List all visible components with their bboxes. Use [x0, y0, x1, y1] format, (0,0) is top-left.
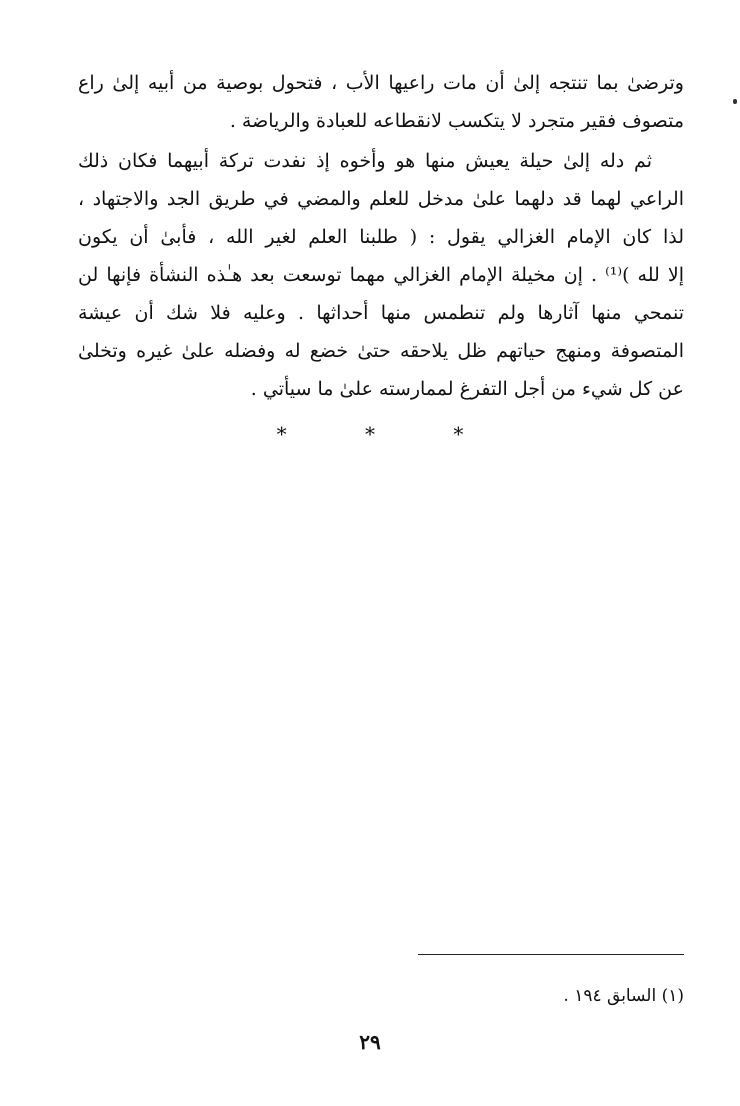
- paragraph-2-line-2: الراعي لهما قد دلهما علىٰ مدخل للعلم والمضي في طريق الجد والاجتهاد ،: [78, 188, 684, 210]
- paragraph-2-line-4: إلا لله )⁽¹⁾ . إن مخيلة الإمام الغزالي مهما توسعت بعد هـٰذه النشأة فإنها لن: [78, 264, 684, 286]
- paragraph-2-line-3: لذا كان الإمام الغزالي يقول : ( طلبنا العلم لغير الله ، فأبىٰ أن يكون: [78, 226, 684, 248]
- paragraph-2-line-7: عن كل شيء من أجل التفرغ لممارسته علىٰ ما سيأتي .: [250, 378, 684, 400]
- paragraph-2-line-1: ثم دله إلىٰ حيلة يعيش منها هو وأخوه إذ نفدت تركة أبيهما فكان ذلك: [78, 150, 652, 172]
- edge-ink-mark: [733, 99, 737, 104]
- paragraph-1-line-2: متصوف فقير متجرد لا يتكسب لانقطاعه للعبادة والرياضة .: [229, 110, 684, 132]
- footnote-divider: [418, 954, 684, 955]
- page-number: ٢٩: [359, 1030, 381, 1054]
- paragraph-1-line-1: وترضىٰ بما تنتجه إلىٰ أن مات راعيها الأب ، فتحول بوصية من أبيه إلىٰ راع: [78, 72, 684, 94]
- section-separator: * * *: [276, 422, 500, 446]
- paragraph-2-line-6: المتصوفة ومنهج حياتهم ظل يلاحقه حتىٰ خضع له وفضله علىٰ غيره وتخلىٰ: [78, 340, 684, 362]
- body-text: [78, 64, 684, 408]
- footnote: (١) السابق ١٩٤ .: [563, 986, 684, 1006]
- paragraph-2-line-5: تنمحي منها آثارها ولم تنطمس منها أحداثها . وعليه فلا شك أن عيشة: [78, 302, 684, 324]
